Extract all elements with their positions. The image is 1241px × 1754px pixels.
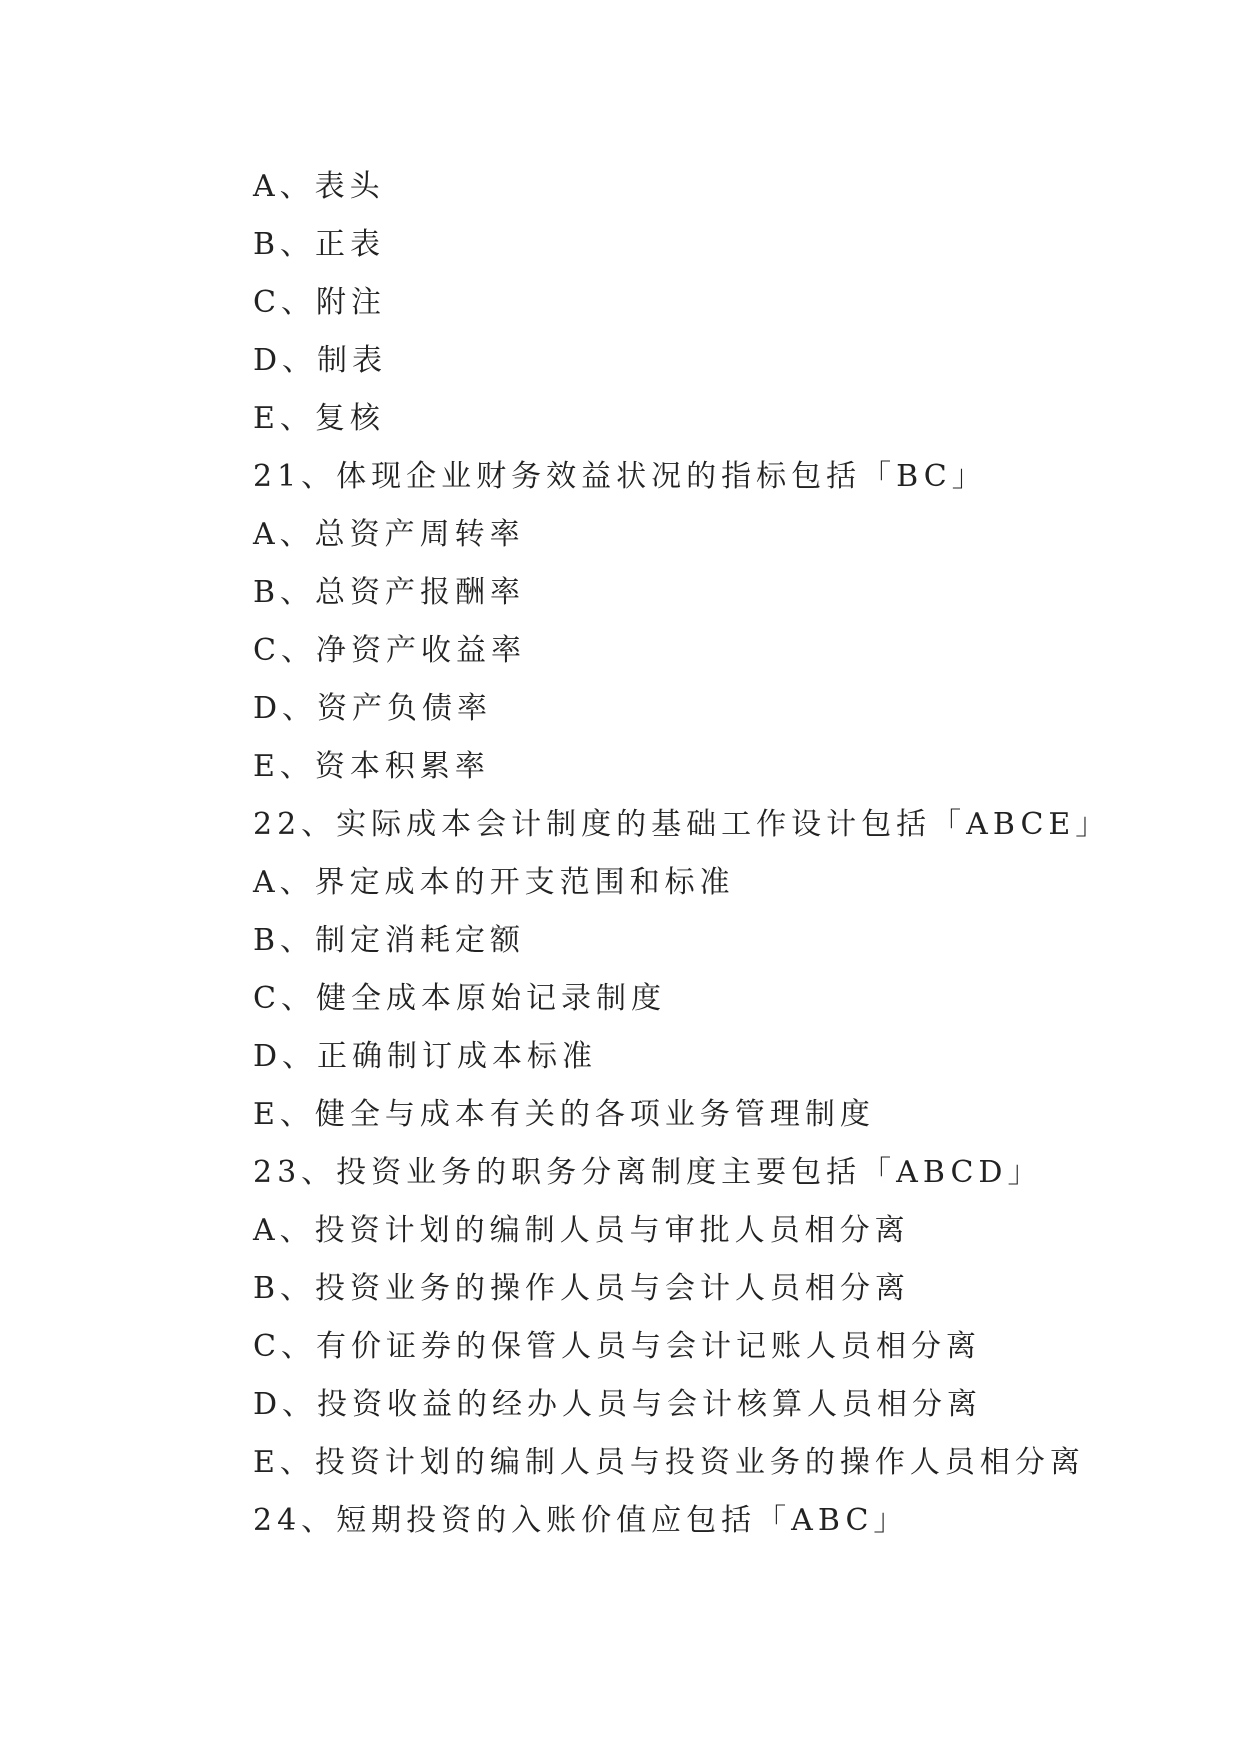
question-line: 21、体现企业财务效益状况的指标包括「BC」 (253, 459, 987, 494)
option-line: C、有价证券的保管人员与会计记账人员相分离 (253, 1329, 981, 1364)
option-line: B、投资业务的操作人员与会计人员相分离 (253, 1271, 911, 1306)
option-line: E、复核 (253, 401, 385, 436)
question-list (253, 158, 1153, 1550)
option-line: A、表头 (253, 169, 385, 204)
option-line: D、资产负债率 (253, 691, 493, 726)
question-line: 24、短期投资的入账价值应包括「ABC」 (253, 1503, 909, 1538)
option-line: E、资本积累率 (253, 749, 490, 784)
option-line: E、健全与成本有关的各项业务管理制度 (253, 1097, 875, 1132)
option-line: E、投资计划的编制人员与投资业务的操作人员相分离 (253, 1445, 1085, 1480)
option-line: D、投资收益的经办人员与会计核算人员相分离 (253, 1387, 983, 1422)
question-line: 23、投资业务的职务分离制度主要包括「ABCD」 (253, 1155, 1043, 1190)
option-line: B、总资产报酬率 (253, 575, 526, 610)
option-line: D、制表 (253, 343, 388, 378)
option-line: A、界定成本的开支范围和标准 (253, 865, 735, 900)
option-line: A、投资计划的编制人员与审批人员相分离 (253, 1213, 910, 1248)
option-line: C、附注 (253, 285, 386, 320)
question-line: 22、实际成本会计制度的基础工作设计包括「ABCE」 (253, 807, 1111, 842)
option-line: B、正表 (253, 227, 386, 262)
option-line: D、正确制订成本标准 (253, 1039, 598, 1074)
option-line: B、制定消耗定额 (253, 923, 526, 958)
option-line: A、总资产周转率 (253, 517, 525, 552)
option-line: C、净资产收益率 (253, 633, 526, 668)
option-line: C、健全成本原始记录制度 (253, 981, 666, 1016)
